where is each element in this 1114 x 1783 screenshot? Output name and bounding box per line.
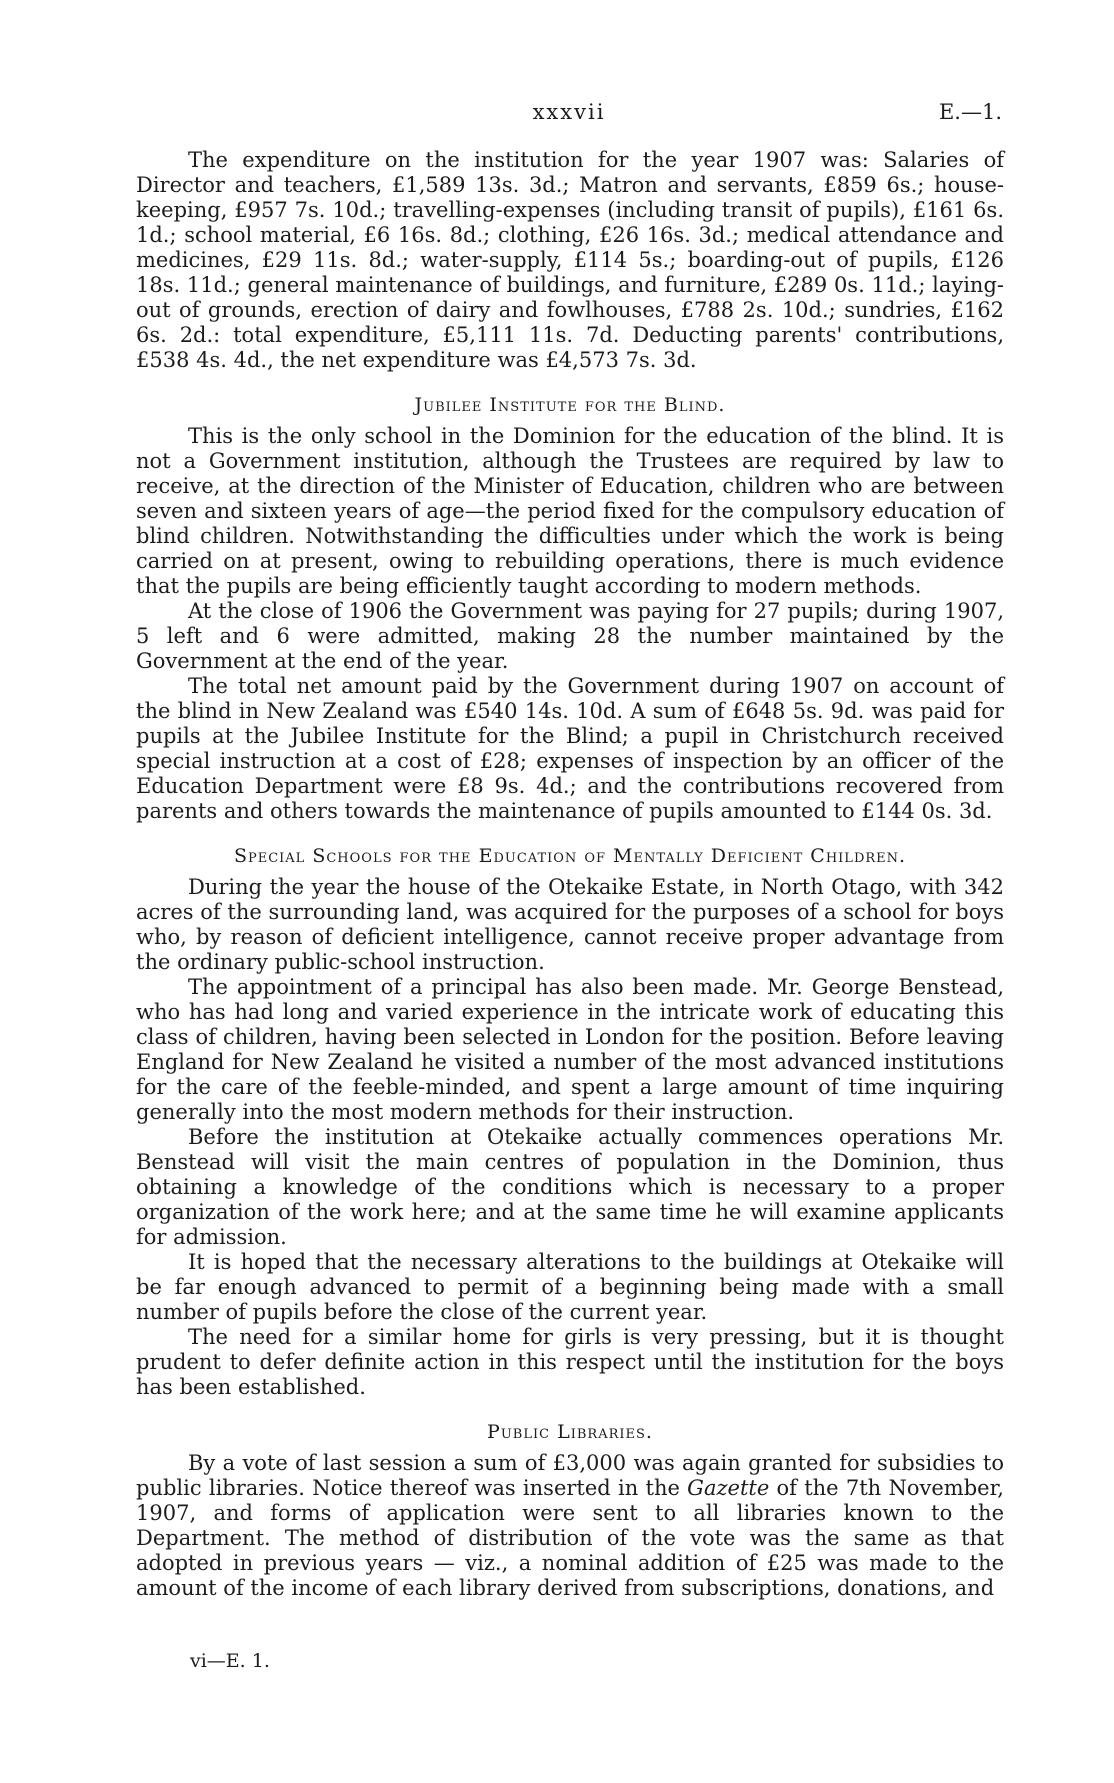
special-schools-paragraph-4: It is hoped that the necessary alterations to the buildings at Otekaike will be far enough advanced to permit of a beginning being made with a small number of pupils before the close of the current year. bbox=[136, 1250, 1004, 1324]
page-signature: vi—E. 1. bbox=[190, 1650, 270, 1672]
libraries-text-after: of the 7th November, 1907, and forms of application were sent to all libraries known to the Department. The method of distribution of the vote was the same as that adopted in previous years — viz., a nominal addition of £25 was made to the amount of the income of each library derived from subscriptions, donations, and bbox=[136, 1476, 1004, 1600]
blind-paragraph-1: This is the only school in the Dominion for the education of the blind. It is not a Government institution, although the Trustees are required by law to receive, at the direction of the Minister of Education, children who are between seven and sixteen years of age—the period fixed for the compulsory education of blind children. Notwithstanding the difficulties under which the work is being carried on at present, owing to rebuilding operations, there is much evidence that the pupils are being efficiently taught according to modern methods. bbox=[136, 424, 1004, 598]
special-schools-paragraph-3: Before the institution at Otekaike actually commences operations Mr. Benstead will visit the main centres of population in the Dominion, thus obtaining a knowledge of the conditions which is necessary to a proper organization of the work here; and at the same time he will examine applicants for admission. bbox=[136, 1125, 1004, 1249]
special-schools-paragraph-2: The appointment of a principal has also been made. Mr. George Benstead, who has had long and varied experience in the intricate work of educating this class of children, having been selected in London for the position. Before leaving England for New Zealand he visited a number of the most advanced institutions for the care of the feeble-minded, and spent a large amount of time inquiring generally into the most modern methods for their instruction. bbox=[136, 975, 1004, 1124]
gazette-title: Gazette bbox=[687, 1476, 770, 1500]
document-reference: E.—1. bbox=[938, 100, 1002, 124]
blind-paragraph-3: The total net amount paid by the Government during 1907 on account of the blind in New Zealand was £540 14s. 10d. A sum of £648 5s. 9d. was paid for pupils at the Jubilee Institute for the Blind; a pupil in Christchurch received special instruction at a cost of £28; expenses of inspection by an officer of the Education Department were £8 9s. 4d.; and the contributions recovered from parents and others towards the maintenance of pupils amounted to £144 0s. 3d. bbox=[136, 674, 1004, 823]
blind-paragraph-2: At the close of 1906 the Government was paying for 27 pupils; during 1907, 5 left and 6 were admitted, making 28 the number maintained by the Government at the end of the year. bbox=[136, 599, 1004, 673]
libraries-text-before: By a vote of last session a sum of £3,000 was again granted for subsidies to public libraries. Notice thereof was inserted in the bbox=[136, 1451, 1004, 1500]
page-body bbox=[136, 148, 1004, 1601]
section-heading-blind-institute: Jubilee Institute for the Blind. bbox=[414, 394, 726, 416]
special-schools-paragraph-5: The need for a similar home for girls is very pressing, but it is thought prudent to defer definite action in this respect until the institution for the boys has been established. bbox=[136, 1325, 1004, 1399]
page-header bbox=[136, 100, 1002, 130]
special-schools-paragraph-1: During the year the house of the Otekaike Estate, in North Otago, with 342 acres of the surrounding land, was acquired for the purposes of a school for boys who, by reason of deficient intelligence, cannot receive proper advantage from the ordinary public-school instruction. bbox=[136, 875, 1004, 974]
section-heading-special-schools: Special Schools for the Education of Mentally Deficient Children. bbox=[233, 845, 907, 867]
expenditure-paragraph: The expenditure on the institution for the year 1907 was: Salaries of Director and teachers, £1,589 13s. 3d.; Matron and servants, £859 6s.; house-keeping, £957 7s. 10d.; travelling-expenses (including transit of pupils), £161 6s. 1d.; school material, £6 16s. 8d.; clothing, £26 16s. 3d.; medical attendance and medicines, £29 11s. 8d.; water-supply, £114 5s.; boarding-out of pupils, £126 18s. 11d.; general maintenance of buildings, and furniture, £289 0s. 11d.; laying-out of grounds, erection of dairy and fowlhouses, £788 2s. 10d.; sundries, £162 6s. 2d.: total expenditure, £5,111 11s. 7d. Deducting parents' contributions, £538 4s. 4d., the net expenditure was £4,573 7s. 3d. bbox=[136, 148, 1004, 372]
page-number: xxxvii bbox=[532, 100, 606, 124]
libraries-paragraph bbox=[136, 1451, 1004, 1601]
section-heading-public-libraries: Public Libraries. bbox=[487, 1421, 653, 1443]
